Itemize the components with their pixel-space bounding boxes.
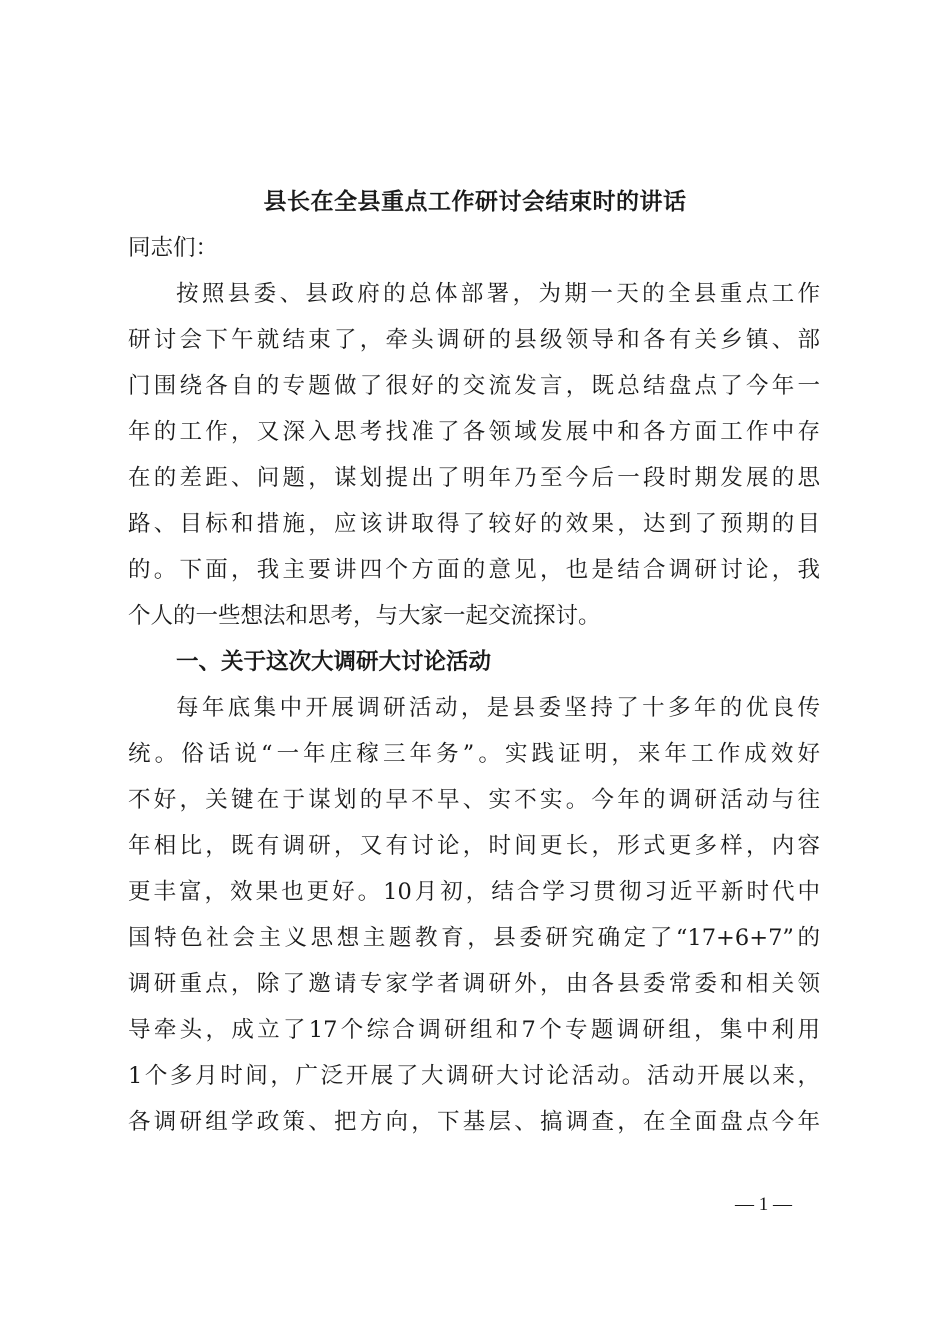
paragraph-2-line-8: 导牵头，成立了17个综合调研组和7个专题调研组，集中利用: [128, 1017, 820, 1043]
paragraph-1-line-5: 在的差距、问题，谋划提出了明年乃至今后一段时期发展的思: [128, 465, 820, 491]
paragraph-2-line-4: 年相比，既有调研，又有讨论，时间更长，形式更多样，内容: [128, 833, 820, 859]
paragraph-2-line-3: 不好，关键在于谋划的早不早、实不实。今年的调研活动与往: [128, 787, 820, 813]
paragraph-2-line-7: 调研重点，除了邀请专家学者调研外，由各县委常委和相关领: [128, 971, 820, 997]
paragraph-2-line-10: 各调研组学政策、把方向，下基层、搞调查，在全面盘点今年: [128, 1109, 820, 1135]
paragraph-1-line-1: 按照县委、县政府的总体部署，为期一天的全县重点工作: [176, 281, 820, 307]
section-1-heading: 一、关于这次大调研大讨论活动: [176, 649, 492, 675]
salutation: 同志们：: [128, 235, 219, 261]
paragraph-1-line-3: 门围绕各自的专题做了很好的交流发言，既总结盘点了今年一: [128, 373, 820, 399]
paragraph-1-line-7: 的。下面，我主要讲四个方面的意见，也是结合调研讨论，我: [128, 557, 820, 583]
paragraph-2-line-1: 每年底集中开展调研活动，是县委坚持了十多年的优良传: [176, 695, 820, 721]
paragraph-2-line-5: 更丰富，效果也更好。10月初，结合学习贯彻习近平新时代中: [128, 879, 820, 905]
paragraph-2-line-6: 国特色社会主义思想主题教育，县委研究确定了“17+6+7”的: [128, 925, 820, 951]
paragraph-1-line-2: 研讨会下午就结束了，牵头调研的县级领导和各有关乡镇、部: [128, 327, 820, 353]
paragraph-2-line-9: 1个多月时间，广泛开展了大调研大讨论活动。活动开展以来，: [128, 1063, 820, 1089]
paragraph-1-line-4: 年的工作，又深入思考找准了各领域发展中和各方面工作中存: [128, 419, 820, 445]
document-title: 县长在全县重点工作研讨会结束时的讲话: [263, 188, 687, 215]
page-number: — 1 —: [735, 1194, 792, 1215]
paragraph-1-line-6: 路、目标和措施，应该讲取得了较好的效果，达到了预期的目: [128, 511, 820, 537]
paragraph-1-line-8: 个人的一些想法和思考，与大家一起交流探讨。: [128, 603, 601, 629]
document-body: [128, 225, 820, 1145]
paragraph-2-line-2: 统。俗话说“一年庄稼三年务”。实践证明，来年工作成效好: [128, 741, 820, 767]
